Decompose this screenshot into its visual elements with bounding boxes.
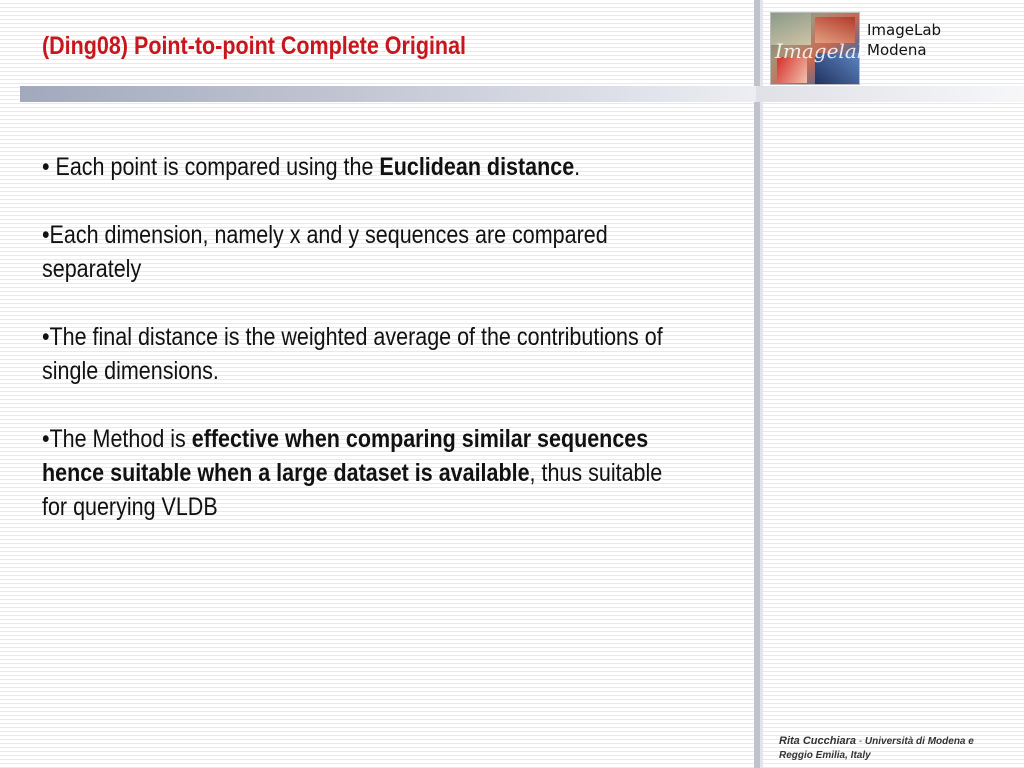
vertical-divider-highlight xyxy=(760,0,763,768)
bullet-text: Each dimension, namely x and y sequences are compared separately xyxy=(42,221,608,283)
bullet-marker: • xyxy=(42,153,56,181)
bullet-item xyxy=(42,320,687,388)
bullet-text: The Method is xyxy=(49,425,192,453)
bullet-text: Each point is compared using the xyxy=(55,153,380,181)
bullet-emphasis: Euclidean distance xyxy=(379,153,575,181)
bullet-emphasis: effective when comparing similar sequences hence suitable when a large dataset is available xyxy=(42,425,649,487)
organization-city: Modena xyxy=(867,41,927,59)
bullet-marker: • xyxy=(42,323,50,351)
bullet-text-end: , thus suitable for querying VLDB xyxy=(42,459,663,521)
organization-label xyxy=(867,20,941,60)
bullet-item xyxy=(42,150,687,184)
footer-credit xyxy=(779,734,979,763)
imagelab-logo xyxy=(770,12,870,85)
bullet-marker: • xyxy=(42,221,50,249)
title-underline-bar-extension xyxy=(756,86,1024,102)
bullet-text: The final distance is the weighted average of the contributions of single dimensions. xyxy=(42,323,663,385)
slide-title: (Ding08) Point-to-point Complete Original xyxy=(42,32,467,60)
bullet-text-end: . xyxy=(574,153,581,181)
organization-name: ImageLab xyxy=(867,21,942,39)
footer-institution: Università di Modena e Reggio Emilia, Italy xyxy=(779,736,974,761)
bullet-item xyxy=(42,218,687,286)
footer-author: Rita Cucchiara xyxy=(779,735,857,747)
slide-body xyxy=(42,150,663,558)
footer-separator: - xyxy=(856,736,865,747)
logo-wordmark: Imagelab xyxy=(775,39,870,63)
bullet-marker: • xyxy=(42,425,50,453)
title-underline-bar xyxy=(20,86,756,102)
bullet-item xyxy=(42,422,687,524)
